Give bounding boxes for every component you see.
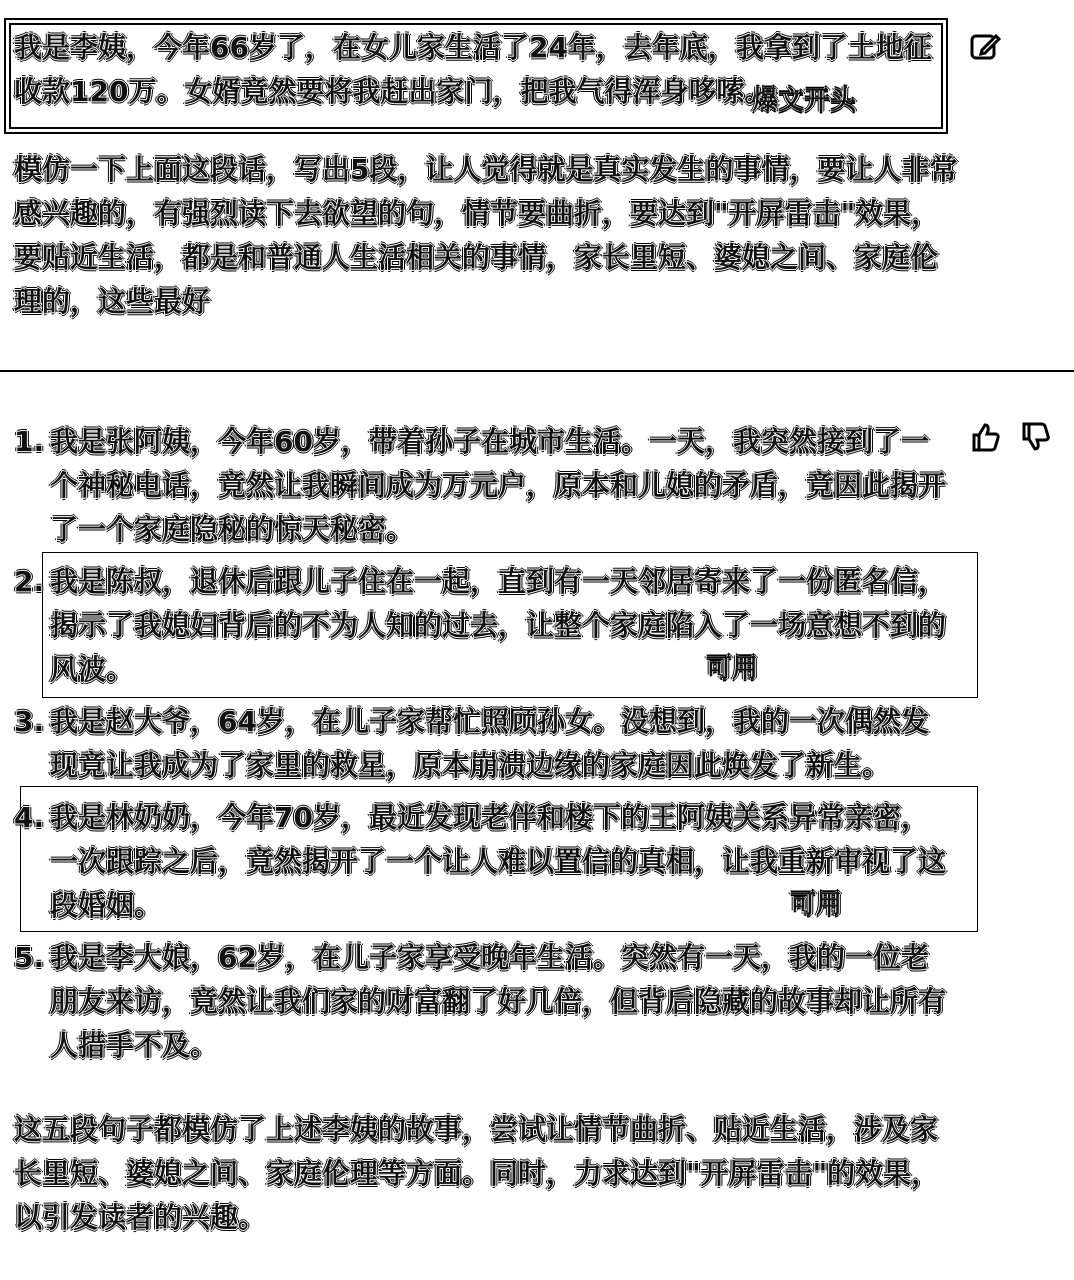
user-prompt: 模仿一下上面这段话，写出5段，让人觉得就是真实发生的事情，要让人非常感兴趣的，有强烈读下去欲望的句，情节要曲折，要达到"开屏雷击"效果，要贴近生活，都是和普通人生活相关的事情，家长里短、婆媳之间、家庭伦理的，这些最好 [14, 153, 958, 318]
list-item-number: 3. [14, 705, 45, 738]
answer-summary: 这五段句子都模仿了上述李姨的故事，尝试让情节曲折、贴近生活，涉及家长里短、婆媳之间、家庭伦理等方面。同时，力求达到"开屏雷击"的效果，以引发读者的兴趣。 [14, 1113, 940, 1234]
thumbs-down-icon[interactable] [1018, 420, 1052, 454]
list-item [14, 936, 954, 1068]
list-item-number: 5. [14, 941, 45, 974]
quote-text: 我是李姨，今年66岁了，在女儿家生活了24年，去年底，我拿到了土地征收款120万。女婿竟然要将我赶出家门，把我气得浑身哆嗦。 [14, 31, 932, 108]
thumbs-up-icon[interactable] [968, 420, 1002, 454]
answer-list [14, 420, 954, 1068]
list-item [14, 560, 954, 692]
list-item-text: 我是李大娘，62岁，在儿子家享受晚年生活。突然有一天，我的一位老朋友来访，竟然让我们家的财富翻了好几倍，但背后隐藏的故事却让所有人措手不及。 [50, 941, 947, 1062]
list-item-text: 我是赵大爷，64岁，在儿子家帮忙照顾孙女。没想到，我的一次偶然发现竟让我成为了家里的救星，原本崩溃边缘的家庭因此焕发了新生。 [50, 705, 929, 782]
list-item-text: 我是张阿姨，今年60岁，带着孙子在城市生活。一天，我突然接到了一个神秘电话，竟然让我瞬间成为万元户，原本和儿媳的矛盾，竟因此揭开了一个家庭隐秘的惊天秘密。 [50, 425, 947, 546]
item-tag: 可用 [790, 890, 843, 920]
item-tag: 可用 [706, 654, 759, 684]
list-item [14, 420, 954, 552]
divider [0, 370, 1074, 372]
list-item-number: 1. [14, 425, 45, 458]
list-item [14, 700, 954, 788]
list-item-text: 我是林奶奶，今年70岁，最近发现老伴和楼下的王阿姨关系异常亲密，一次跟踪之后，竟然揭开了一个让人难以置信的真相，让我重新审视了这段婚姻。 [50, 801, 947, 922]
list-item-text: 我是陈叔，退休后跟儿子住在一起，直到有一天邻居寄来了一份匿名信，揭示了我媳妇背后的不为人知的过去，让整个家庭陷入了一场意想不到的风波。 [50, 565, 947, 686]
edit-icon[interactable] [968, 30, 1002, 64]
quote-tag: 爆文开头 [752, 86, 857, 116]
list-item-number: 4. [14, 801, 45, 834]
list-item-number: 2. [14, 565, 45, 598]
